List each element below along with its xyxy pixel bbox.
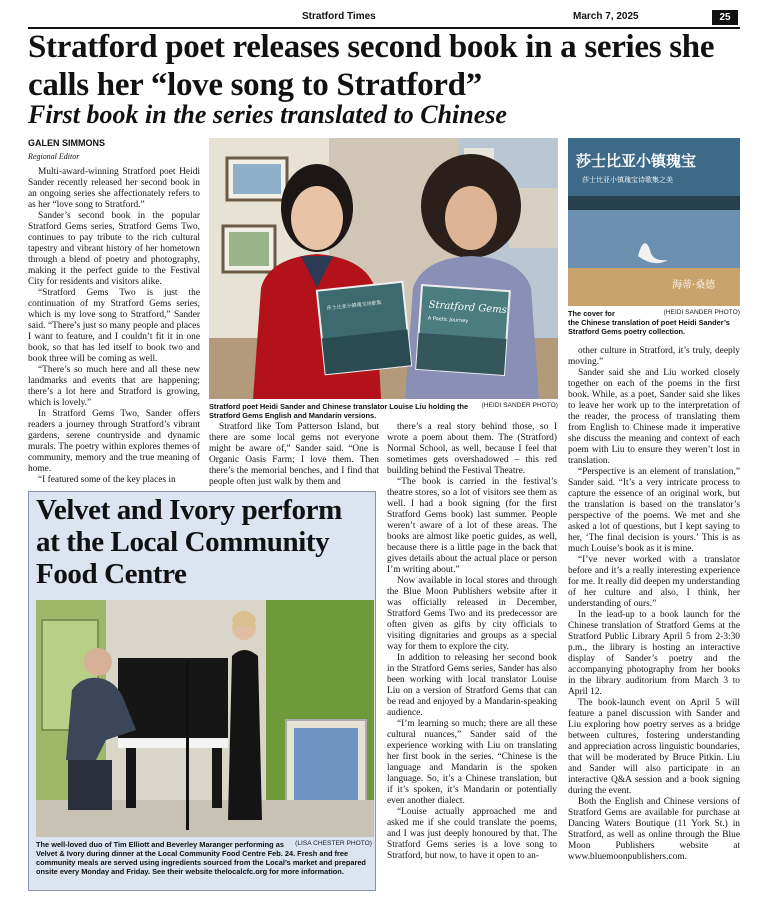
photo-chinese-cover <box>568 138 740 306</box>
photo1-caption-text: Stratford poet Heidi Sander and Chinese translator Louise Liu holding the Stratford Gems English and Mandarin versions. <box>209 402 469 420</box>
photo1-caption <box>209 402 558 420</box>
article-paragraph: “Louise actually approached me and asked me if she could translate the poems, and I was just deeply honoured by that. The Stratford Gems series is a love song to Stratford, but now, to have it open to an- <box>387 807 557 861</box>
photo1-credit: (HEIDI SANDER PHOTO) <box>481 402 558 409</box>
byline: GALEN SIMMONS <box>28 138 106 148</box>
article-paragraph: Stratford like Tom Patterson Island, but there are some local gems not everyone might be aware of,” Sander said. “One is Organic Oasis Farm; I love them. Then there’s the memorial benches, and I find that people often just walk by them and <box>209 422 379 487</box>
book-left-text: 莎士比亚小镇瑰宝诗歌集 <box>326 300 382 312</box>
article-paragraph: Multi-award-winning Stratford poet Heidi Sander recently released her second book in an ongoing series she affectionately refers to as her “love song to Stratford.” <box>28 167 200 210</box>
article-paragraph: Both the English and Chinese versions of Stratford Gems are available for purchase at Dancing Waters Boutique (11 York St.) in Stratford, as well as online through the Blue Moon Publishers website at www.bluemoonpublishers.com. <box>568 797 740 862</box>
feature-title: Velvet and Ivory perform at the Local Community Food Centre <box>36 494 342 590</box>
article-paragraph: The book-launch event on April 5 will feature a panel discussion with Sander and Liu exploring how poetry serves as a bridge between cultures, fostering understanding and appreciation across linguistic boundaries, that will be moderated by Bruce Pitkin. Liu and Sander will also participate in an interactive Q&A session and a book signing during the event. <box>568 698 740 796</box>
article-paragraph: “I featured some of the key places in <box>38 475 176 485</box>
cover-title: 莎士比亚小镇瑰宝 <box>576 152 697 170</box>
article-column-1 <box>28 167 200 487</box>
book-right-sub: A Poetic Journey <box>427 315 469 325</box>
photo2-caption <box>568 309 740 336</box>
article-paragraph: In the lead-up to a book launch for the Chinese translation of Stratford Gems at the Stratford Public Library April 5 from 2-3:30 p.m., the library is hosting an interactive display of Sander’s poetry and the accompanying photography from her books in the library auditorium from March 3 to April 12. <box>568 610 740 697</box>
feature-caption-lead: The well-loved duo of Tim Elliott and Beverley Maranger performing <box>36 840 274 849</box>
photo2-caption-rest: the Chinese translation of poet Heidi Sander’s Stratford Gems poetry collection. <box>568 318 730 336</box>
article-paragraph: “The book is carried in the festival’s theatre stores, so a lot of visitors see them as well. I had a book signing (for the first Stratford Gems book) last summer. People weren’t aware of a lot of these areas. The books are almost like poetic guides, as well, because there is a little page in the back that gives details about the actual place or person I’m writing about.” <box>387 477 557 575</box>
article-paragraph: Sander’s second book in the popular Stratford Gems series, Stratford Gems Two, continues to pay tribute to the rich cultural tapestry and vibrant history of her hometown through a blend of poetry and photography, making it the perfect guide to the Festival City for residents and visitors alike. <box>28 211 200 287</box>
article-paragraph: In addition to releasing her second book in the Stratford Gems series, Sander has also been working with local translator Louise Liu on a version of Stratford Gems that can be read and enjoyed by a Mandarin-speaking audience. <box>387 653 557 718</box>
page-number: 25 <box>712 10 738 25</box>
feature-caption-rest: as Velvet & Ivory during dinner at the Local Community Food Centre Feb. 24. Fresh and free community meals are served using ingredients sourced from the Local’s market and prepared onsite every Monday and Friday. See their website thelocalcfc.org for more information. <box>36 840 366 876</box>
article-paragraph: “I’m learning so much; there are all these cultural nuances,” Sander said of the experience working with Liu on translating her first book in the series. “Chinese is the language and Mandarin is the spoken language. So, it’s a Chinese translation, but if it’s spoken, it’s Mandarin or potentially even another dialect. <box>387 719 557 806</box>
article-paragraph: other culture in Stratford, it’s truly, deeply moving.” <box>568 346 740 367</box>
feature-credit: (LISA CHESTER PHOTO) <box>295 840 372 847</box>
book-right-title: Stratford Gems <box>428 299 508 316</box>
subheadline: First book in the series translated to Chinese <box>28 100 507 129</box>
article-paragraph: “There’s so much here and all these new landmarks and events that are happening; there’s a lot here and Stratford is growing, which is lovely.” <box>28 365 200 408</box>
cover-subtitle: 莎士比亚小镇瑰宝诗歌集之美 <box>582 176 673 184</box>
newspaper-name: Stratford Times <box>302 11 376 22</box>
article-column-4 <box>568 346 740 892</box>
byline-role: Regional Editor <box>28 152 80 161</box>
stratford-gems-english-book <box>416 285 510 375</box>
article-paragraph: Sander said she and Liu worked closely together on each of the poems in the first book. While, as a poet, Sander said she likes to leave her work up to the interpretation of the reader, the process of translating them from English to Chinese made it imperative she discuss the meaning and context of each poem with Liu to ensure they weren’t lost in translation. <box>568 368 740 466</box>
article-paragraph: “I’ve never worked with a translator before and it’s a really interesting experience for me. It really did deepen my understanding of her culture and also, I think, her understanding of ours.” <box>568 555 740 609</box>
photo2-caption-lead: The cover for <box>568 309 615 318</box>
article-paragraph: “Stratford Gems Two is just the continuation of my Stratford Gems series, which is my love song to Stratford,” Sander said. “There’s just so many people and places I want to feature, and I couldn’t fit it in one book, so that has led itself to book two and book three will be coming as well. <box>28 288 200 364</box>
article-paragraph: Now available in local stores and through the Blue Moon Publishers website after it was officially released in December, Stratford Gems Two and its predecessor are often given as gifts by city officials to visiting dignitaries and groups as a special way for them to explore the city. <box>387 576 557 652</box>
issue-date: March 7, 2025 <box>573 11 639 22</box>
article-column-3 <box>387 422 557 892</box>
stratford-gems-chinese-book <box>317 282 411 375</box>
cover-author: 海蒂·桑德 <box>672 280 716 291</box>
article-paragraph: there’s a real story behind those, so I wrote a poem about them. The (Stratford) Normal School, as well, because I feel that sometimes gets overshadowed – this red building behind the Festival Theatre. <box>387 422 557 476</box>
photo2-credit: (HEIDI SANDER PHOTO) <box>663 309 740 316</box>
headline: Stratford poet releases second book in a series she calls her “love song to Stratford” <box>28 29 715 103</box>
article-paragraph: In Stratford Gems Two, Sander offers readers a journey through Stratford’s vibrant gardens, serene countryside and dynamic murals. The poetry within explores themes of community, memory and the true meaning of home. <box>28 409 200 474</box>
photo-sander-liu <box>209 138 558 399</box>
article-paragraph: “Perspective is an element of translation,” Sander said. “It’s a very intricate process to capture the essence of an original work, but the translation is based on the translator’s perspective of the poems. We met and she asked a lot of questions, but I kept saying to her, ‘The final decision is yours.’ This is as much Louise’s book as it is mine. <box>568 467 740 554</box>
feature-caption <box>36 840 372 876</box>
photo-velvet-ivory <box>36 600 374 837</box>
article-column-2 <box>209 422 379 488</box>
